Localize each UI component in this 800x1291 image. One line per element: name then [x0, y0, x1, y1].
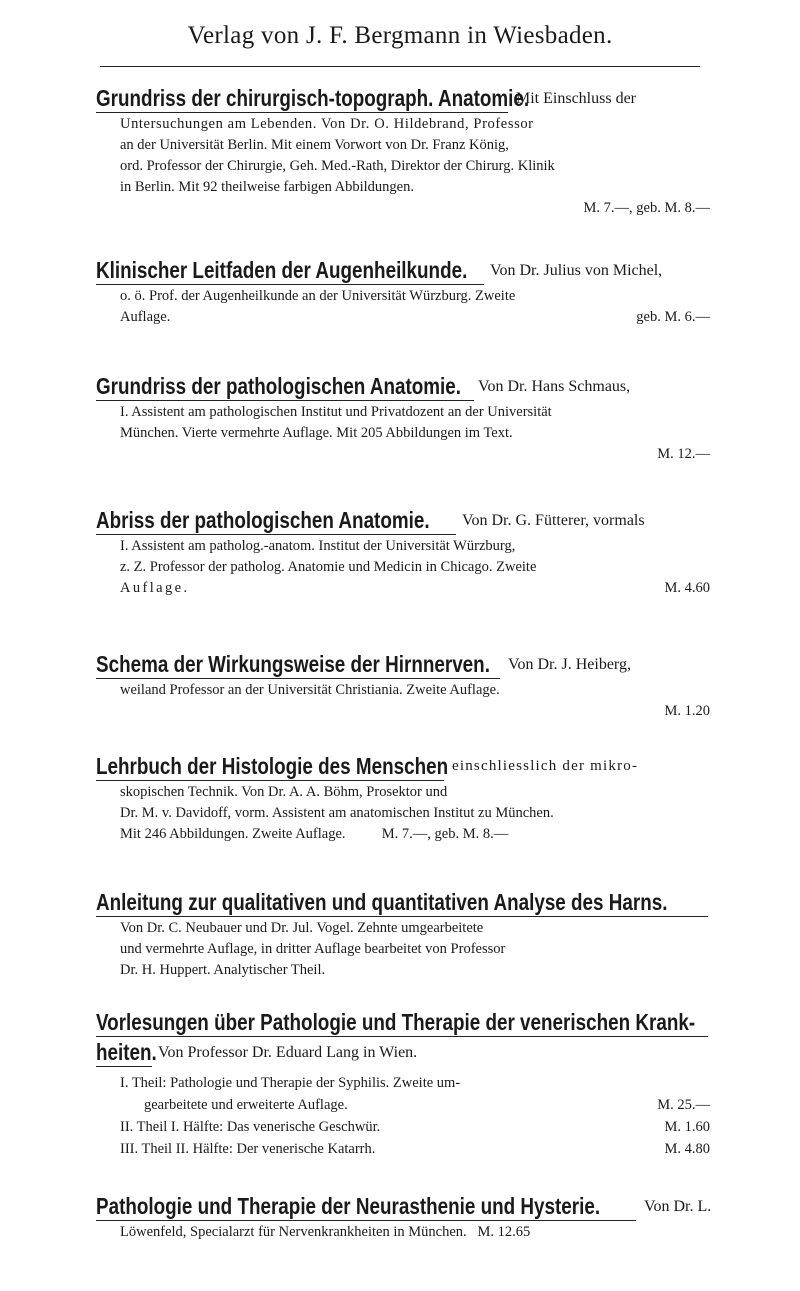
- entry-author-lead: Von Dr. G. Fütterer, vormals: [462, 512, 645, 529]
- entry-line: Auflage.: [120, 580, 190, 596]
- volume-list: [96, 1072, 718, 1160]
- entry-description: [96, 114, 718, 198]
- volume-row: [96, 1094, 718, 1116]
- entry-author-lead: Mit Einschluss der: [516, 90, 636, 107]
- entry-title: Anleitung zur qualitativen und quantitativen Analyse des Harns.: [96, 889, 668, 915]
- title-underline: [96, 400, 474, 401]
- catalog-entry: [96, 506, 718, 599]
- entry-line: Mit 246 Abbildungen. Zweite Auflage. M. 7.—, geb. M. 8.—: [120, 826, 509, 842]
- title-underline: [96, 1036, 708, 1037]
- entry-title: Pathologie und Therapie der Neurasthenie und Hysterie.: [96, 1193, 601, 1219]
- header-rule: [100, 66, 700, 67]
- entry-line: skopischen Technik. Von Dr. A. A. Böhm, Prosektor und: [120, 784, 448, 800]
- entry-line: an der Universität Berlin. Mit einem Vorwort von Dr. Franz König,: [120, 137, 509, 153]
- volume-label: gearbeitete und erweiterte Auflage.: [144, 1097, 348, 1113]
- entry-title: Klinischer Leitfaden der Augenheilkunde.: [96, 257, 468, 283]
- entry-line: I. Assistent am patholog.-anatom. Institut der Universität Würzburg,: [120, 538, 516, 554]
- volume-row: [96, 1072, 718, 1094]
- entry-title-continued: heiten.: [96, 1039, 157, 1065]
- catalog-entry: [96, 1192, 718, 1243]
- publisher-header: Verlag von J. F. Bergmann in Wiesbaden.: [187, 22, 613, 49]
- entry-description: [96, 782, 718, 845]
- volume-price: M. 4.80: [664, 1141, 710, 1157]
- entry-line: Auflage.: [120, 309, 171, 325]
- entry-line: München. Vierte vermehrte Auflage. Mit 205 Abbildungen im Text.: [120, 425, 513, 441]
- entry-author-lead: Von Dr. L.: [644, 1198, 712, 1215]
- entry-line: Dr. H. Huppert. Analytischer Theil.: [120, 962, 326, 978]
- catalog-entry: [96, 256, 718, 328]
- title-underline: [96, 1220, 636, 1221]
- entry-line: weiland Professor an der Universität Christiania. Zweite Auflage.: [120, 682, 500, 698]
- entry-price: M. 12.—: [657, 446, 710, 462]
- catalog-entry: [96, 888, 718, 981]
- volume-price: M. 1.60: [664, 1119, 710, 1135]
- entry-line: Dr. M. v. Davidoff, vorm. Assistent am anatomischen Institut zu München.: [120, 805, 554, 821]
- entry-price: M. 7.—, geb. M. 8.—: [583, 200, 710, 216]
- title-underline: [96, 780, 444, 781]
- entry-title: Abriss der pathologischen Anatomie.: [96, 507, 430, 533]
- entry-line: z. Z. Professor der patholog. Anatomie und Medicin in Chicago. Zweite: [120, 559, 537, 575]
- entry-author-lead: Von Dr. Julius von Michel,: [490, 262, 663, 279]
- entry-line: o. ö. Prof. der Augenheilkunde an der Universität Würzburg. Zweite: [120, 288, 516, 304]
- entry-price: M. 1.20: [664, 703, 710, 719]
- entry-title: Vorlesungen über Pathologie und Therapie der venerischen Krank-: [96, 1009, 696, 1035]
- title-underline: [96, 678, 500, 679]
- volume-price: M. 25.—: [657, 1097, 710, 1113]
- entry-description: [96, 1222, 718, 1243]
- entry-line: Löwenfeld, Specialarzt für Nervenkrankheiten in München. M. 12.65: [120, 1224, 531, 1240]
- entry-line: I. Assistent am pathologischen Institut und Privatdozent an der Universität: [120, 404, 552, 420]
- title-underline: [96, 112, 508, 113]
- title-underline: [96, 534, 456, 535]
- entry-description: [96, 680, 718, 701]
- entry-author-lead: einschliesslich der mikro-: [452, 758, 639, 774]
- entry-line: Untersuchungen am Lebenden. Von Dr. O. Hildebrand, Professor: [120, 116, 534, 132]
- entry-author-lead: Von Dr. J. Heiberg,: [508, 656, 631, 673]
- catalog-entry: [96, 1008, 718, 1160]
- entry-author-lead: Von Professor Dr. Eduard Lang in Wien.: [158, 1044, 418, 1061]
- entry-line: in Berlin. Mit 92 theilweise farbigen Abbildungen.: [120, 179, 414, 195]
- entry-title: Grundriss der chirurgisch-topograph. Anatomie.: [96, 85, 530, 111]
- catalog-entry: [96, 84, 718, 219]
- entry-description: [96, 402, 718, 444]
- title-underline: [96, 284, 484, 285]
- entry-price: geb. M. 6.—: [636, 309, 710, 325]
- volume-row: [96, 1116, 718, 1138]
- catalog-entry: [96, 650, 718, 722]
- entry-line: und vermehrte Auflage, in dritter Auflage bearbeitet von Professor: [120, 941, 506, 957]
- volume-row: [96, 1138, 718, 1160]
- entry-description: [96, 918, 718, 981]
- entry-title: Lehrbuch der Histologie des Menschen: [96, 753, 449, 779]
- entry-price: M. 4.60: [664, 580, 710, 596]
- entry-author-lead: Von Dr. Hans Schmaus,: [478, 378, 631, 395]
- title-underline: [96, 916, 708, 917]
- entry-line: ord. Professor der Chirurgie, Geh. Med.-Rath, Direktor der Chirurg. Klinik: [120, 158, 555, 174]
- entry-title: Grundriss der pathologischen Anatomie.: [96, 373, 462, 399]
- catalog-entry: [96, 752, 718, 845]
- title-underline: [96, 1066, 152, 1067]
- volume-label: III. Theil II. Hälfte: Der venerische Katarrh.: [120, 1141, 376, 1157]
- entry-line: Von Dr. C. Neubauer und Dr. Jul. Vogel. Zehnte umgearbeitete: [120, 920, 484, 936]
- catalog-entry: [96, 372, 718, 465]
- volume-label: II. Theil I. Hälfte: Das venerische Geschwür.: [120, 1119, 381, 1135]
- entry-title: Schema der Wirkungsweise der Hirnnerven.: [96, 651, 490, 677]
- volume-label: I. Theil: Pathologie und Therapie der Syphilis. Zweite um-: [120, 1075, 461, 1091]
